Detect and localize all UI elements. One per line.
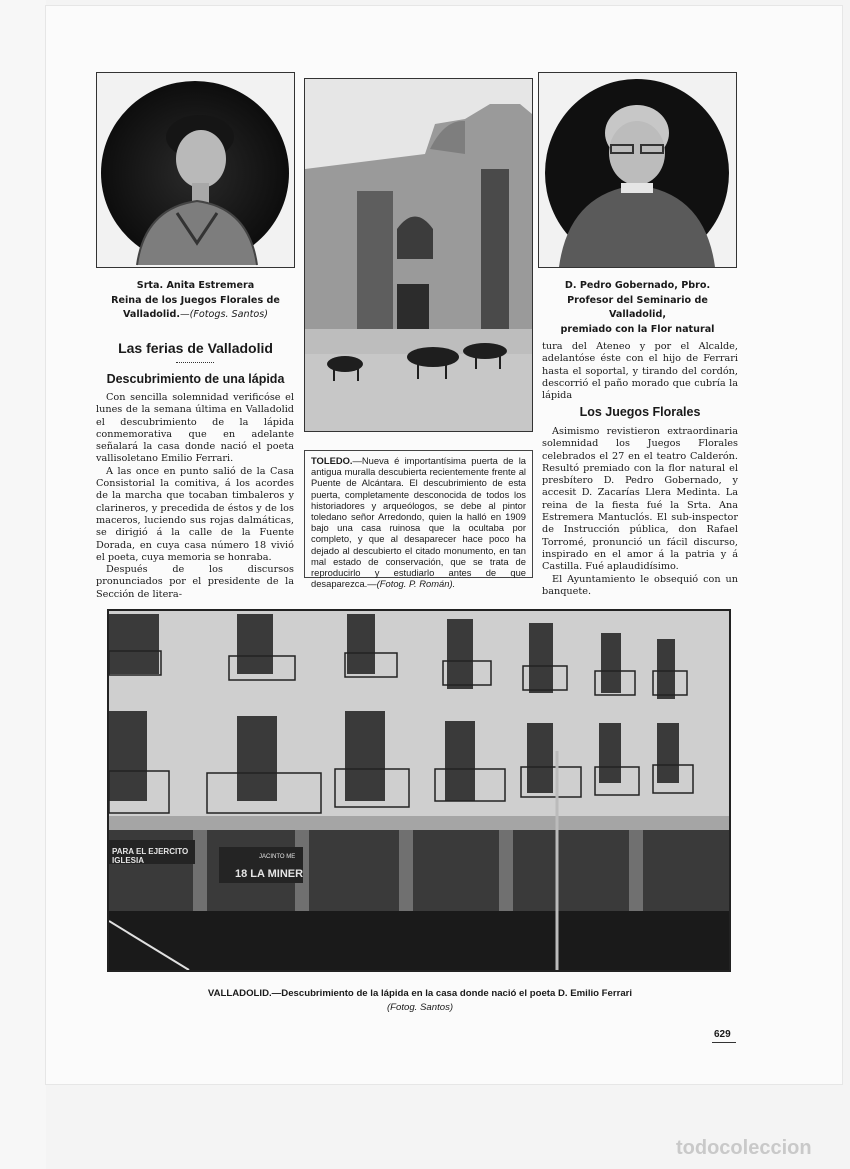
toledo-gate-photo xyxy=(304,78,533,432)
scan-margin xyxy=(0,0,46,1169)
toledo-caption-text: —Nueva é importantísima puerta de la antigua muralla descubierta recientemente frente al Puente de Alcántara. El descubrimiento de esta puerta, completamente desconocida de todos los historiadores y arqueólogos, se debe al pintor toledano señor Arredondo, quien la halló en 1909 bajo una casa ruinosa que la ocultaba por completo, y que al desaparecer hace poco ha dejado al descubierto el citado monumento, en tan mal estado de conservación, que se trata de reproducirlo y estudiarlo antes de que desaparezca. xyxy=(311,455,526,590)
caption-left-line3: Valladolid. xyxy=(123,309,180,320)
right-column-text-top xyxy=(542,341,738,402)
valladolid-street-image xyxy=(109,611,729,970)
article-title: Las ferias de Valladolid xyxy=(118,340,273,356)
page-number: 629 xyxy=(714,1029,731,1040)
caption-right-line1: D. Pedro Gobernado, Pbro. xyxy=(564,280,711,291)
caption-left-line2: Reina de los Juegos Florales de xyxy=(111,294,280,306)
caption-right-line3: premiado con la Flor natural xyxy=(560,323,715,335)
section-juegos-florales: Los Juegos Florales xyxy=(579,405,701,419)
caption-right-line2: Profesor del Seminario de Valladolid, xyxy=(567,294,708,320)
portrait-pedro-gobernado xyxy=(538,72,737,268)
page-number-rule xyxy=(712,1042,736,1043)
sign-iglesia: IGLESIA xyxy=(112,856,145,865)
valladolid-street-photo xyxy=(107,609,731,972)
sign-jacinto: JACINTO ME xyxy=(259,854,296,860)
paragraph: A las once en punto salió de la Casa Consistorial la comitiva, á los acordes de la marcha que tocaban timbaleros y clarineros, y precedida de éstos y de los maceros, luciendo sus rojas dalmáticas, se dirigió á la calle de la Fuente Dorada, en cuya casa número 18 vivió el poeta, cuya memoria se honraba. xyxy=(96,465,294,563)
paragraph: tura del Ateneo y por el Alcalde, adelantóse éste con el hijo de Ferrari hasta el soportal, y tirando del cordón, descorrió el paño morado que cubría la lápida xyxy=(542,341,738,402)
toledo-caption-credit: —(Fotog. P. Román). xyxy=(367,578,456,590)
toledo-caption-box xyxy=(304,450,533,590)
left-column-text xyxy=(96,392,294,601)
article-subtitle: Descubrimiento de una lápida xyxy=(106,372,285,386)
watermark: todocoleccion xyxy=(676,1137,812,1159)
sign-minerva: 18 LA MINER xyxy=(235,868,304,880)
right-column-text-bottom xyxy=(542,426,738,598)
paragraph: El Ayuntamiento le obsequió con un banquete. xyxy=(542,573,738,597)
bottom-caption: VALLADOLID.—Descubrimiento de la lápida en la casa donde nació el poeta D. Emilio Ferrari xyxy=(207,988,633,999)
paragraph: Después de los discursos pronunciados por el presidente de la Sección de litera- xyxy=(96,564,294,600)
portrait-image-right xyxy=(539,73,736,267)
caption-right xyxy=(538,279,737,337)
bottom-caption-credit: (Fotog. Santos) xyxy=(386,1002,454,1013)
paragraph: Con sencilla solemnidad verificóse el lunes de la semana última en Valladolid el descubrimiento de la lápida conmemorativa que en adelante señalará la casa donde nació el poeta vallisoletano Emilio Ferrari. xyxy=(96,392,294,465)
caption-left-line1: Srta. Anita Estremera xyxy=(136,280,255,291)
title-ornament xyxy=(176,362,214,365)
caption-left-credit: —(Fotogs. Santos) xyxy=(180,309,268,320)
sign-ejercito: PARA EL EJERCITO xyxy=(112,847,189,856)
toledo-caption-lead: TOLEDO. xyxy=(311,455,353,466)
caption-left xyxy=(96,279,295,323)
paragraph: Asimismo revistieron extraordinaria solemnidad los Juegos Florales celebrados el 27 en el teatro Calderón. Resultó premiado con la flor natural el presbítero D. Pedro Gobernado, y accesit D. Zacarías Llera Medinta. La reina de la fiesta fué la Srta. Ana Estremera Mantuclós. El sub-inspector de Instrucción pública, don Rafael Torromé, pronunció un fácil discurso, inspirado en el amor á la patria y á Castilla. Fué aplaudidísimo. xyxy=(542,426,738,573)
portrait-image xyxy=(97,73,294,267)
portrait-anita-estremera xyxy=(96,72,295,268)
toledo-gate-image xyxy=(305,79,532,431)
